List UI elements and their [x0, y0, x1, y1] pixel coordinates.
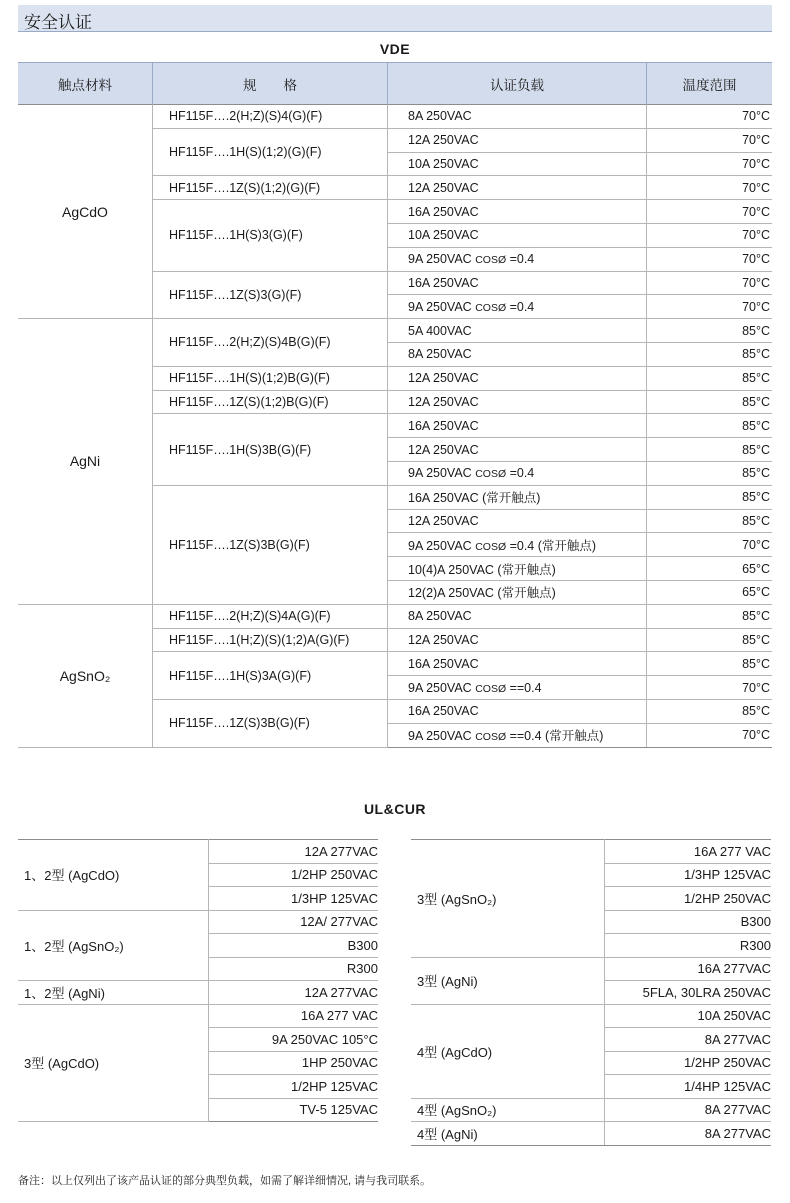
- ul-value-cell: 1HP 250VAC: [209, 1051, 379, 1075]
- load-text: 12A 250VAC: [408, 371, 479, 386]
- temp-cell: 85°C: [647, 604, 773, 628]
- load-cell: [388, 509, 647, 533]
- load-text: 5A 400VAC: [408, 323, 472, 338]
- temp-cell: 70°C: [647, 295, 773, 319]
- load-text: 16A 250VAC (常开触点): [408, 491, 541, 506]
- table-row: [411, 957, 771, 981]
- spec-cell: HF115F….1Z(S)3B(G)(F): [153, 699, 388, 747]
- vde-title: VDE: [379, 41, 411, 57]
- temp-cell: 70°C: [647, 200, 773, 224]
- load-cell: [388, 319, 647, 343]
- ul-value-cell: B300: [605, 910, 772, 934]
- ul-value-cell: 16A 277 VAC: [209, 1004, 379, 1028]
- load-text: 10A 250VAC: [408, 156, 479, 171]
- table-row: [18, 319, 772, 343]
- spec-cell: HF115F….1H(S)3(G)(F): [153, 200, 388, 271]
- temp-cell: 85°C: [647, 461, 773, 485]
- load-cell: [388, 247, 647, 271]
- load-text: 10A 250VAC: [408, 228, 479, 243]
- load-suffix: =0.4: [506, 466, 535, 481]
- cos-label: COSØ: [475, 731, 507, 744]
- ul-value-cell: 1/2HP 250VAC: [605, 887, 772, 911]
- header-material: 触点材料: [18, 63, 153, 105]
- load-cell: [388, 533, 647, 557]
- ul-value-cell: 16A 277VAC: [605, 957, 772, 981]
- temp-cell: 70°C: [647, 271, 773, 295]
- load-text: 16A 250VAC: [408, 275, 479, 290]
- table-row: [18, 981, 378, 1005]
- ul-value-cell: R300: [605, 934, 772, 958]
- load-text: 8A 250VAC: [408, 347, 472, 362]
- load-cell: [388, 676, 647, 700]
- load-cell: [388, 723, 647, 747]
- ul-value-cell: R300: [209, 957, 379, 981]
- load-suffix: ==0.4: [506, 680, 542, 695]
- ul-value-cell: 12A 277VAC: [209, 981, 379, 1005]
- ul-value-cell: 12A/ 277VAC: [209, 910, 379, 934]
- cos-label: COSØ: [475, 254, 507, 267]
- load-cell: [388, 652, 647, 676]
- spec-cell: HF115F….1Z(S)(1;2)(G)(F): [153, 176, 388, 200]
- footnote: 备注：以上仅列出了该产品认证的部分典型负载，如需了解详细情况, 请与我司联系。: [18, 1175, 432, 1187]
- temp-cell: 70°C: [647, 533, 773, 557]
- load-cell: [388, 461, 647, 485]
- spec-cell: HF115F….1(H;Z)(S)(1;2)A(G)(F): [153, 628, 388, 652]
- section-title-bar: [18, 5, 772, 32]
- spec-cell: HF115F….1Z(S)3B(G)(F): [153, 485, 388, 604]
- ul-value-cell: 1/3HP 125VAC: [209, 887, 379, 911]
- ul-value-cell: 1/4HP 125VAC: [605, 1075, 772, 1099]
- material-cell: AgNi: [18, 319, 153, 605]
- load-text: 10(4)A 250VAC (常开触点): [408, 562, 556, 577]
- ul-title: UL&CUR: [363, 801, 427, 817]
- vde-header-row: [18, 63, 772, 105]
- cos-label: COSØ: [475, 301, 507, 314]
- spec-cell: HF115F….2(H;Z)(S)4(G)(F): [153, 105, 388, 129]
- spec-cell: HF115F….1Z(S)(1;2)B(G)(F): [153, 390, 388, 414]
- load-text: 9A 250VAC: [408, 299, 472, 314]
- ul-right-table: [411, 839, 771, 1146]
- load-cell: [388, 390, 647, 414]
- load-suffix: =0.4: [506, 252, 535, 267]
- temp-cell: 85°C: [647, 509, 773, 533]
- ul-type-cell: 4型 (AgNi): [411, 1122, 605, 1146]
- load-cell: [388, 438, 647, 462]
- load-cell: [388, 223, 647, 247]
- header-spec: 规 格: [153, 63, 388, 105]
- load-cell: [388, 485, 647, 509]
- ul-value-cell: 8A 277VAC: [605, 1028, 772, 1052]
- spec-cell: HF115F….1H(S)(1;2)(G)(F): [153, 128, 388, 176]
- ul-value-cell: B300: [209, 934, 379, 958]
- spec-cell: HF115F….1H(S)3B(G)(F): [153, 414, 388, 485]
- ul-value-cell: 10A 250VAC: [605, 1004, 772, 1028]
- load-text: 12A 250VAC: [408, 513, 479, 528]
- ul-type-cell: 3型 (AgNi): [411, 957, 605, 1004]
- load-text: 16A 250VAC: [408, 704, 479, 719]
- ul-left-table: [18, 839, 378, 1122]
- temp-cell: 70°C: [647, 223, 773, 247]
- load-cell: [388, 200, 647, 224]
- table-row: [411, 1098, 771, 1122]
- header-temp: 温度范围: [647, 63, 773, 105]
- load-cell: [388, 128, 647, 152]
- load-cell: [388, 342, 647, 366]
- load-text: 9A 250VAC: [408, 538, 472, 553]
- temp-cell: 85°C: [647, 366, 773, 390]
- table-row: [18, 604, 772, 628]
- ul-type-cell: 1、2型 (AgCdO): [18, 840, 209, 911]
- load-cell: [388, 271, 647, 295]
- temp-cell: 85°C: [647, 652, 773, 676]
- load-cell: [388, 105, 647, 129]
- table-row: [18, 1004, 378, 1028]
- load-cell: [388, 557, 647, 581]
- ul-value-cell: 8A 277VAC: [605, 1122, 772, 1146]
- spec-cell: HF115F….2(H;Z)(S)4A(G)(F): [153, 604, 388, 628]
- temp-cell: 85°C: [647, 390, 773, 414]
- load-text: 16A 250VAC: [408, 204, 479, 219]
- table-row: [18, 840, 378, 864]
- load-suffix: =0.4: [506, 299, 535, 314]
- ul-type-cell: 3型 (AgSnO₂): [411, 840, 605, 958]
- load-cell: [388, 295, 647, 319]
- temp-cell: 70°C: [647, 128, 773, 152]
- ul-value-cell: 1/2HP 250VAC: [605, 1051, 772, 1075]
- temp-cell: 85°C: [647, 628, 773, 652]
- load-cell: [388, 366, 647, 390]
- header-load: 认证负载: [388, 63, 647, 105]
- load-text: 8A 250VAC: [408, 109, 472, 124]
- load-suffix: ==0.4 (常开触点): [506, 729, 604, 744]
- load-cell: [388, 414, 647, 438]
- ul-type-cell: 3型 (AgCdO): [18, 1004, 209, 1122]
- temp-cell: 70°C: [647, 723, 773, 747]
- load-cell: [388, 604, 647, 628]
- ul-value-cell: 5FLA, 30LRA 250VAC: [605, 981, 772, 1005]
- cos-label: COSØ: [475, 540, 507, 553]
- table-row: [411, 1122, 771, 1146]
- temp-cell: 70°C: [647, 105, 773, 129]
- temp-cell: 85°C: [647, 699, 773, 723]
- load-text: 16A 250VAC: [408, 418, 479, 433]
- load-text: 12(2)A 250VAC (常开触点): [408, 586, 556, 601]
- load-text: 12A 250VAC: [408, 394, 479, 409]
- temp-cell: 65°C: [647, 580, 773, 604]
- temp-cell: 85°C: [647, 342, 773, 366]
- temp-cell: 85°C: [647, 438, 773, 462]
- load-cell: [388, 628, 647, 652]
- temp-cell: 65°C: [647, 557, 773, 581]
- ul-value-cell: 9A 250VAC 105°C: [209, 1028, 379, 1052]
- cos-label: COSØ: [475, 468, 507, 481]
- load-text: 12A 250VAC: [408, 180, 479, 195]
- load-text: 8A 250VAC: [408, 609, 472, 624]
- spec-cell: HF115F….1H(S)3A(G)(F): [153, 652, 388, 700]
- table-row: [411, 1004, 771, 1028]
- load-text: 12A 250VAC: [408, 133, 479, 148]
- load-text: 9A 250VAC: [408, 252, 472, 267]
- temp-cell: 85°C: [647, 414, 773, 438]
- ul-value-cell: 1/2HP 125VAC: [209, 1075, 379, 1099]
- spec-cell: HF115F….2(H;Z)(S)4B(G)(F): [153, 319, 388, 367]
- ul-value-cell: 16A 277 VAC: [605, 840, 772, 864]
- spec-cell: HF115F….1H(S)(1;2)B(G)(F): [153, 366, 388, 390]
- spec-cell: HF115F….1Z(S)3(G)(F): [153, 271, 388, 319]
- load-cell: [388, 580, 647, 604]
- temp-cell: 70°C: [647, 676, 773, 700]
- load-text: 12A 250VAC: [408, 632, 479, 647]
- load-text: 9A 250VAC: [408, 680, 472, 695]
- section-title: 安全认证: [24, 13, 92, 32]
- load-suffix: =0.4 (常开触点): [506, 538, 597, 553]
- cos-label: COSØ: [475, 682, 507, 695]
- ul-value-cell: 1/3HP 125VAC: [605, 863, 772, 887]
- load-text: 16A 250VAC: [408, 656, 479, 671]
- load-text: 9A 250VAC: [408, 466, 472, 481]
- material-cell: AgSnO₂: [18, 604, 153, 747]
- load-cell: [388, 699, 647, 723]
- ul-value-cell: 8A 277VAC: [605, 1098, 772, 1122]
- temp-cell: 70°C: [647, 152, 773, 176]
- ul-value-cell: 1/2HP 250VAC: [209, 863, 379, 887]
- temp-cell: 70°C: [647, 247, 773, 271]
- load-cell: [388, 176, 647, 200]
- vde-table: [18, 62, 772, 748]
- table-row: [18, 105, 772, 129]
- temp-cell: 85°C: [647, 485, 773, 509]
- load-cell: [388, 152, 647, 176]
- ul-type-cell: 4型 (AgCdO): [411, 1004, 605, 1098]
- ul-type-cell: 1、2型 (AgSnO₂): [18, 910, 209, 981]
- temp-cell: 85°C: [647, 319, 773, 343]
- ul-value-cell: 12A 277VAC: [209, 840, 379, 864]
- material-cell: AgCdO: [18, 105, 153, 319]
- load-text: 9A 250VAC: [408, 729, 476, 744]
- load-text: 12A 250VAC: [408, 442, 479, 457]
- table-row: [411, 840, 771, 864]
- temp-cell: 70°C: [647, 176, 773, 200]
- ul-type-cell: 4型 (AgSnO₂): [411, 1098, 605, 1122]
- ul-type-cell: 1、2型 (AgNi): [18, 981, 209, 1005]
- ul-value-cell: TV-5 125VAC: [209, 1098, 379, 1122]
- table-row: [18, 910, 378, 934]
